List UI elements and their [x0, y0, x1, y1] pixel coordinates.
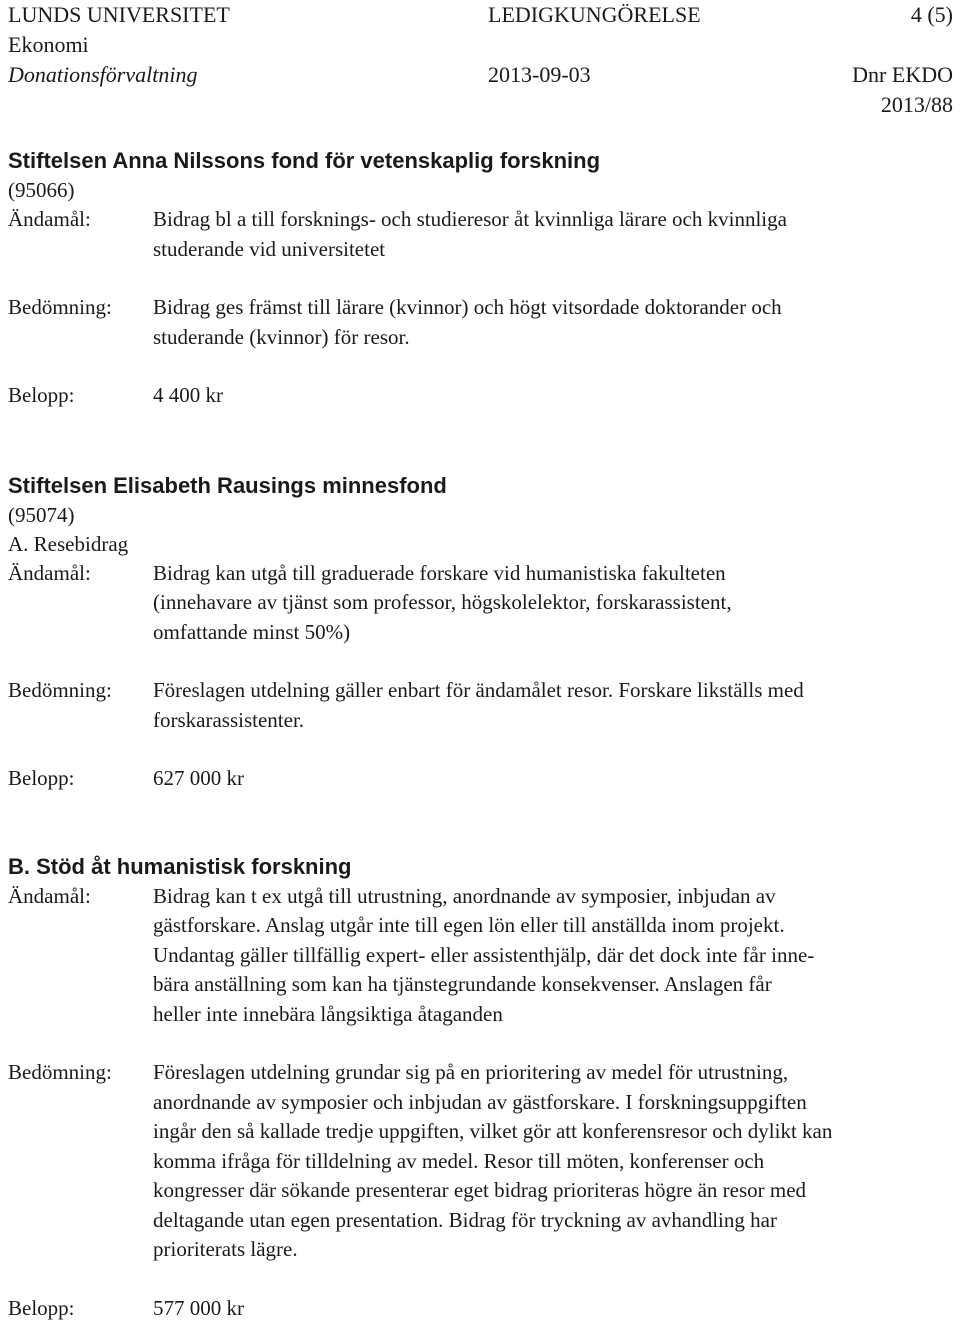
assessment-text — [153, 676, 913, 735]
org-name: LUNDS UNIVERSITET — [8, 0, 488, 30]
text-line: Föreslagen utdelning grundar sig på en prioritering av medel för utrustning, — [153, 1058, 913, 1088]
text-line: omfattande minst 50%) — [153, 618, 913, 648]
letterhead — [8, 0, 953, 120]
assessment-label: Bedömning: — [8, 293, 153, 352]
amount-row — [8, 1294, 953, 1323]
text-line: studerande (kvinnor) för resor. — [153, 323, 913, 353]
fund-title: Stiftelsen Anna Nilssons fond för vetenskaplig forskning — [8, 146, 953, 176]
fund-code: (95074) — [8, 501, 953, 530]
text-line: forskarassistenter. — [153, 706, 913, 736]
purpose-row — [8, 882, 953, 1030]
section-a — [8, 530, 953, 794]
text-line: anordnande av symposier och inbjudan av gästforskare. I forskningsuppgiften — [153, 1088, 913, 1118]
assessment-row — [8, 293, 953, 352]
assessment-label: Bedömning: — [8, 1058, 153, 1265]
text-line: studerande vid universitetet — [153, 235, 913, 265]
purpose-label: Ändamål: — [8, 559, 153, 648]
text-line: gästforskare. Anslag utgår inte till egen lön eller till anställda inom projekt. — [153, 911, 913, 941]
purpose-text — [153, 882, 913, 1030]
amount-label: Belopp: — [8, 1294, 153, 1323]
amount-row — [8, 381, 953, 411]
text-line: Bidrag kan utgå till graduerade forskare vid humanistiska fakulteten — [153, 559, 913, 589]
purpose-label: Ändamål: — [8, 882, 153, 1030]
text-line: Föreslagen utdelning gäller enbart för ändamålet resor. Forskare likställs med — [153, 676, 913, 706]
amount-value: 577 000 kr — [153, 1294, 913, 1323]
doc-date: 2013-09-03 — [488, 60, 788, 90]
text-line: Undantag gäller tillfällig expert- eller assistenthjälp, där det dock inte får inne- — [153, 941, 913, 971]
assessment-row — [8, 1058, 953, 1265]
purpose-row — [8, 205, 953, 264]
fund-code: (95066) — [8, 176, 953, 205]
amount-label: Belopp: — [8, 764, 153, 794]
text-line: Bidrag ges främst till lärare (kvinnor) och högt vitsordade doktorander och — [153, 293, 913, 323]
purpose-text — [153, 559, 913, 648]
text-line: deltagande utan egen presentation. Bidrag för tryckning av avhandling har — [153, 1206, 913, 1236]
text-line: kongresser där sökande presenterar eget bidrag prioriteras högre än resor med — [153, 1176, 913, 1206]
doc-type: LEDIGKUNGÖRELSE — [488, 0, 788, 30]
text-line: heller inte innebära långsiktiga åtaganden — [153, 1000, 913, 1030]
text-line: (innehavare av tjänst som professor, högskolelektor, forskarassistent, — [153, 588, 913, 618]
purpose-text — [153, 205, 913, 264]
unit: Donationsförvaltning — [8, 60, 488, 90]
text-line: prioriterats lägre. — [153, 1235, 913, 1265]
text-line: Bidrag bl a till forsknings- och studieresor åt kvinnliga lärare och kvinnliga — [153, 205, 913, 235]
fund-anna-nilsson — [8, 146, 953, 411]
department: Ekonomi — [8, 30, 488, 60]
page-number: 4 (5) — [788, 0, 953, 30]
section-title: B. Stöd åt humanistisk forskning — [8, 852, 953, 882]
assessment-row — [8, 676, 953, 735]
text-line: bära anställning som kan ha tjänstegrundande konsekvenser. Anslagen får — [153, 970, 913, 1000]
document-page — [8, 0, 953, 1323]
assessment-text — [153, 293, 913, 352]
purpose-row — [8, 559, 953, 648]
amount-label: Belopp: — [8, 381, 153, 411]
section-title: A. Resebidrag — [8, 530, 953, 559]
text-line: ingår den så kallade tredje uppgiften, vilket gör att konferensresor och dylikt kan — [153, 1117, 913, 1147]
amount-row — [8, 764, 953, 794]
text-line: komma ifråga för tilldelning av medel. Resor till möten, konferenser och — [153, 1147, 913, 1177]
amount-value: 4 400 kr — [153, 381, 913, 411]
assessment-text — [153, 1058, 913, 1265]
section-b — [8, 852, 953, 1323]
fund-elisabeth-rausing — [8, 471, 953, 1323]
assessment-label: Bedömning: — [8, 676, 153, 735]
diary-number: Dnr EKDO 2013/88 — [788, 60, 953, 120]
purpose-label: Ändamål: — [8, 205, 153, 264]
fund-title: Stiftelsen Elisabeth Rausings minnesfond — [8, 471, 953, 501]
text-line: Bidrag kan t ex utgå till utrustning, anordnande av symposier, inbjudan av — [153, 882, 913, 912]
amount-value: 627 000 kr — [153, 764, 913, 794]
